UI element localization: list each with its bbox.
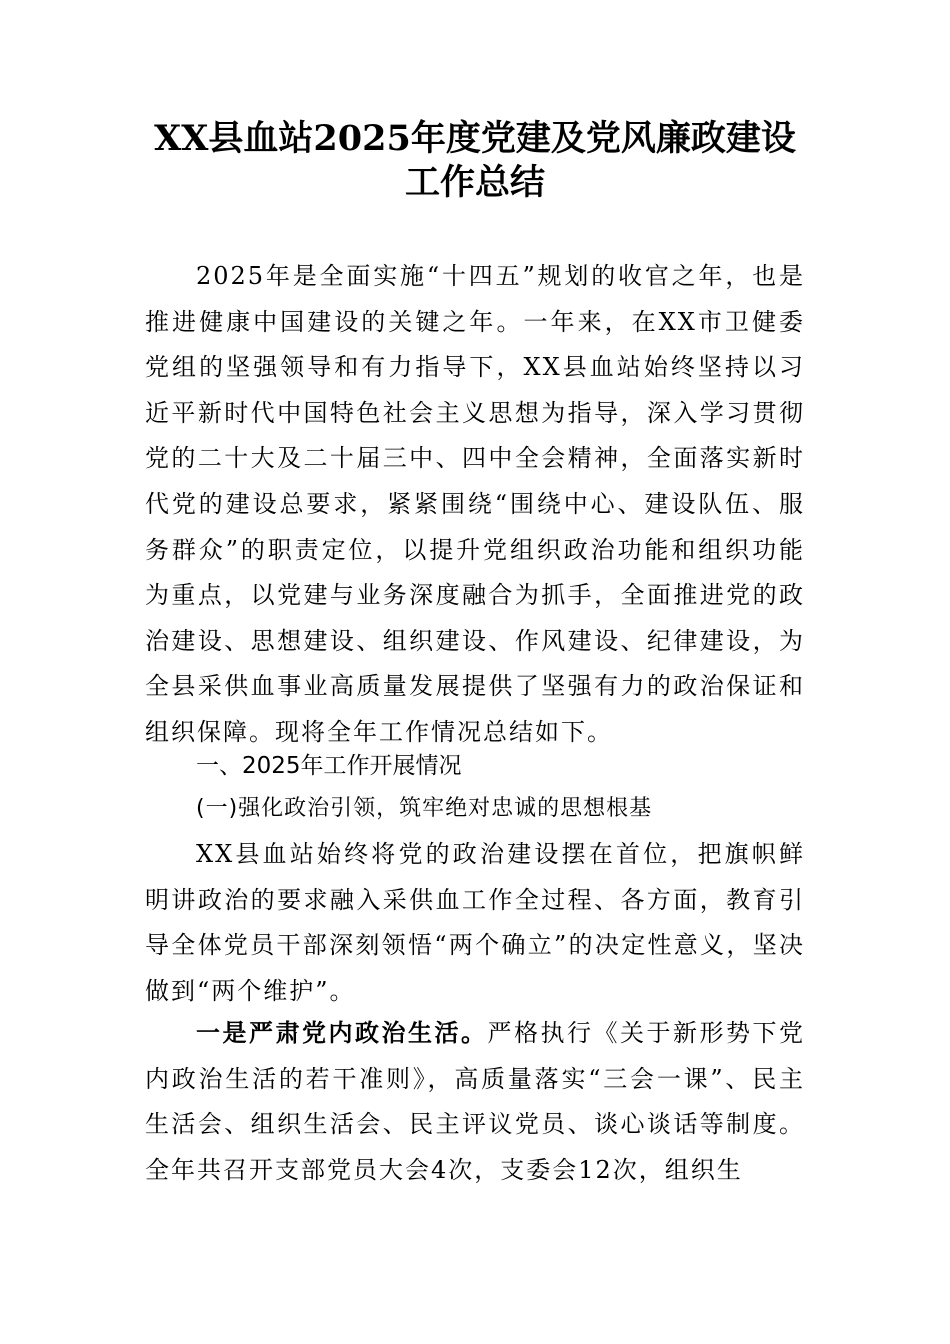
- point-paragraph: [145, 1010, 805, 1193]
- subsection-paragraph: XX县血站始终将党的政治建设摆在首位，把旗帜鲜明讲政治的要求融入采供血工作全过程、各方面，教育引导全体党员干部深刻领悟“两个确立”的决定性意义，坚决做到“两个维护”。: [145, 840, 805, 1005]
- intro-paragraph: 2025年是全面实施“十四五”规划的收官之年，也是推进健康中国建设的关键之年。一年来，在XX市卫健委党组的坚强领导和有力指导下，XX县血站始终坚持以习近平新时代中国特色社会主义思想为指导，深入学习贯彻党的二十大及二十届三中、四中全会精神，全面落实新时代党的建设总要求，紧紧围绕“围绕中心、建设队伍、服务群众”的职责定位，以提升党组织政治功能和组织功能为重点，以党建与业务深度融合为抓手，全面推进党的政治建设、思想建设、组织建设、作风建设、纪律建设，为全县采供血事业高质量发展提供了坚强有力的政治保证和组织保障。现将全年工作情况总结如下。: [145, 262, 805, 746]
- document-title-line-2: 工作总结: [404, 162, 545, 203]
- subsection-heading: (一)强化政治引领，筑牢绝对忠诚的思想根基: [196, 796, 653, 821]
- section-heading: 一、2025年工作开展情况: [196, 753, 462, 779]
- document-title-line-1: XX县血站2025年度党建及党风廉政建设: [154, 118, 796, 159]
- point-text: 严格执行《关于新形势下党内政治生活的若干准则》，高质量落实“三会一课”、民主生活会、组织生活会、民主评议党员、谈心谈话等制度。全年共召开支部党员大会4次，支委会12次，组织生: [145, 1019, 805, 1184]
- point-lead: 一是严肃党内政治生活。: [196, 1018, 488, 1047]
